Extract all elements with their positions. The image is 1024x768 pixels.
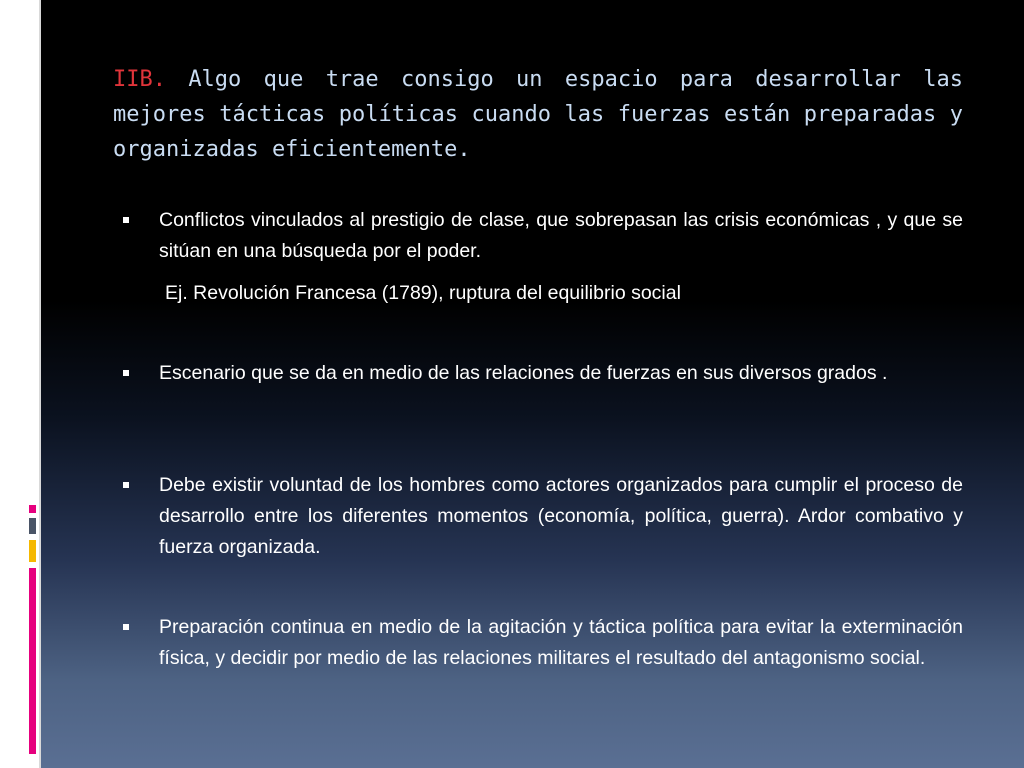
- bullet-item-4: [159, 612, 963, 674]
- decor-bar-pink-long: [29, 568, 36, 754]
- bullet-marker-icon: [123, 624, 129, 630]
- bullet-item-2: [159, 358, 963, 389]
- divider-line: [39, 0, 41, 768]
- decor-bar-yellow: [29, 540, 36, 562]
- bullet-item-1: [159, 205, 963, 267]
- bullet-item-3: [159, 470, 963, 563]
- bullet-text: Escenario que se da en medio de las relaciones de fuerzas en sus diversos grados .: [159, 362, 888, 384]
- bullet-text: Conflictos vinculados al prestigio de clase, que sobrepasan las crisis económicas , y que se sitúan en una búsqueda por el poder.: [159, 209, 963, 262]
- title-text: Algo que trae consigo un espacio para desarrollar las mejores tácticas políticas cuando las fuerzas están preparadas y organizadas eficientemente.: [113, 67, 963, 162]
- bullet-marker-icon: [123, 370, 129, 376]
- bullet-marker-icon: [123, 482, 129, 488]
- decor-bar-gray: [29, 518, 36, 534]
- decor-bar-pink-small: [29, 505, 36, 513]
- title-prefix: IIB.: [113, 67, 166, 92]
- slide-title: [113, 62, 963, 167]
- bullet-marker-icon: [123, 217, 129, 223]
- example-line: Ej. Revolución Francesa (1789), ruptura del equilibrio social: [165, 282, 681, 304]
- bullet-text: Debe existir voluntad de los hombres como actores organizados para cumplir el proceso de desarrollo entre los diferentes momentos (economía, política, guerra). Ardor combativo y fuerza organizada.: [159, 474, 963, 558]
- bullet-text: Preparación continua en medio de la agitación y táctica política para evitar la exterminación física, y decidir por medio de las relaciones militares el resultado del antagonismo social.: [159, 616, 963, 669]
